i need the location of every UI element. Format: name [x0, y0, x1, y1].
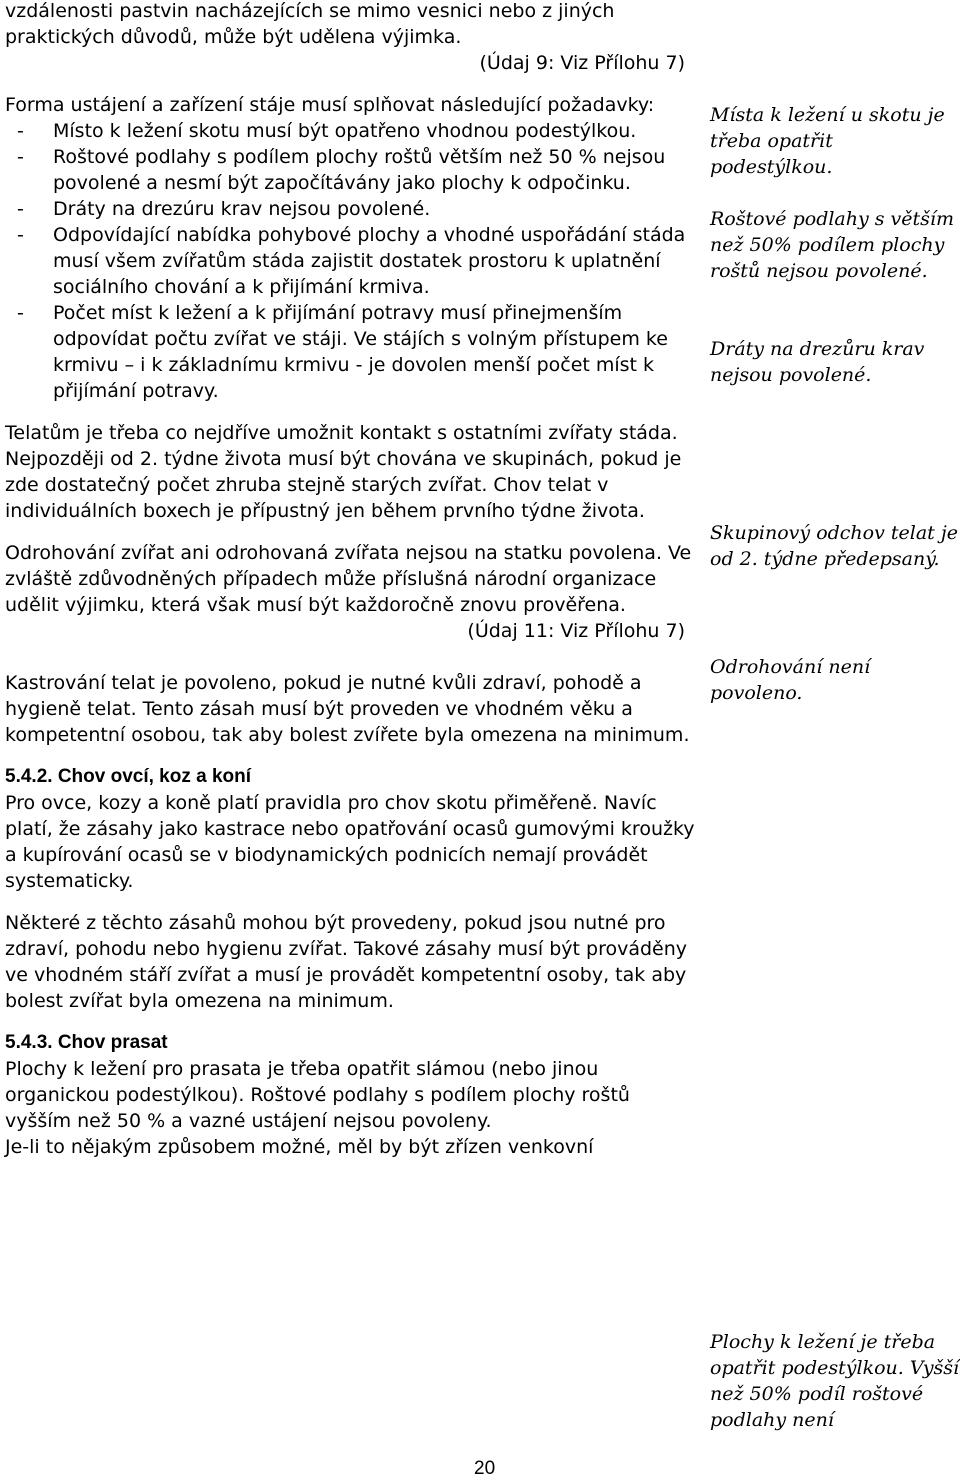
- reference-note-11: (Údaj 11: Viz Přílohu 7): [467, 620, 685, 642]
- reference-note-9: (Údaj 9: Viz Přílohu 7): [479, 52, 685, 74]
- sheep-goats-horses-paragraph: Pro ovce, kozy a koně platí pravidla pro chov skotu přiměřeně. Navíc platí, že zásahy jako kastrace nebo opatřování ocasů gumovými kroužky a kupírování ocasů se v biodynamických podnicích nemají provádět systematicky.: [5, 792, 695, 892]
- main-column: [5, 0, 695, 1160]
- margin-note-dehorning: Odrohování není povoleno.: [710, 656, 871, 704]
- list-item: - Odpovídající nabídka pohybové plochy a vhodné uspořádání stáda musí všem zvířatům stáda zajistit dostatek prostoru k uplatnění sociálního chování a k přijímání krmiva.: [17, 224, 686, 298]
- housing-intro: Forma ustájení a zařízení stáje musí splňovat následující požadavky:: [5, 94, 655, 116]
- list-item: - Dráty na drezúru krav nejsou povolené.: [17, 198, 431, 220]
- margin-note-cow-trainers: Dráty na drezůru krav nejsou povolené.: [710, 338, 925, 386]
- list-item: - Místo k ležení skotu musí být opatřeno vhodnou podestýlkou.: [17, 120, 637, 142]
- pigs-outdoor-paragraph: Je-li to nějakým způsobem možné, měl by být zřízen venkovní: [5, 1136, 594, 1158]
- list-item: - Roštové podlahy s podílem plochy roštů větším než 50 % nejsou povolené a nesmí být započítávány jako plochy k odpočinku.: [17, 146, 666, 194]
- section-heading-5-4-3: 5.4.3. Chov prasat: [5, 1032, 168, 1053]
- housing-requirements-list: [5, 118, 695, 404]
- margin-note-pig-bedding: Plochy k ležení je třeba opatřit podestýlkou. Vyšší než 50% podíl roštové podlahy není: [710, 1331, 960, 1431]
- interventions-paragraph: Některé z těchto zásahů mohou být provedeny, pokud jsou nutné pro zdraví, pohodu nebo hygienu zvířat. Takové zásahy musí být prováděny ve vhodném stáří zvířat a musí je provádět kompetentní osoby, tak aby bolest zvířat byla omezena na minimum.: [5, 912, 688, 1012]
- margin-note-slatted-floors: Roštové podlahy s větším než 50% podílem plochy roštů nejsou povolené.: [710, 208, 955, 282]
- section-heading-5-4-2: 5.4.2. Chov ovcí, koz a koní: [5, 766, 252, 787]
- margin-note-bedding: Místa k ležení u skotu je třeba opatřit podestýlkou.: [710, 104, 945, 178]
- margin-note-group-rearing: Skupinový odchov telat je od 2. týdne předepsaný.: [710, 522, 958, 570]
- castration-paragraph: Kastrování telat je povoleno, pokud je nutné kvůli zdraví, pohodě a hygieně telat. Tento zásah musí být proveden ve vhodném věku a kompetentní osobou, tak aby bolest zvířete byla omezena na minimum.: [5, 672, 690, 746]
- intro-paragraph: vzdálenosti pastvin nacházejících se mimo vesnici nebo z jiných praktických důvodů, může být udělena výjimka.: [5, 0, 615, 48]
- page-number: 20: [474, 1458, 496, 1479]
- dehorning-paragraph: Odrohování zvířat ani odrohovaná zvířata nejsou na statku povolena. Ve zvláště zdůvodněných případech může příslušná národní organizace udělit výjimku, která však musí být každoročně znovu prověřena.: [5, 542, 692, 616]
- pigs-paragraph: Plochy k ležení pro prasata je třeba opatřit slámou (nebo jinou organickou podestýlkou). Roštové podlahy s podílem plochy roštů vyšším než 50 % a vazné ustájení nejsou povoleny.: [5, 1058, 630, 1132]
- calves-paragraph: Telatům je třeba co nejdříve umožnit kontakt s ostatními zvířaty stáda. Nejpozději od 2. týdne života musí být chována ve skupinách, pokud je zde dostatečný počet zhruba stejně starých zvířat. Chov telat v individuálních boxech je přípustný jen během prvního týdne života.: [5, 422, 682, 522]
- list-item: - Počet míst k ležení a k přijímání potravy musí přinejmenším odpovídat počtu zvířat ve stáji. Ve stájích s volným přístupem ke krmivu – i k základnímu krmivu - je dovolen menší počet míst k přijímání potravy.: [17, 302, 668, 402]
